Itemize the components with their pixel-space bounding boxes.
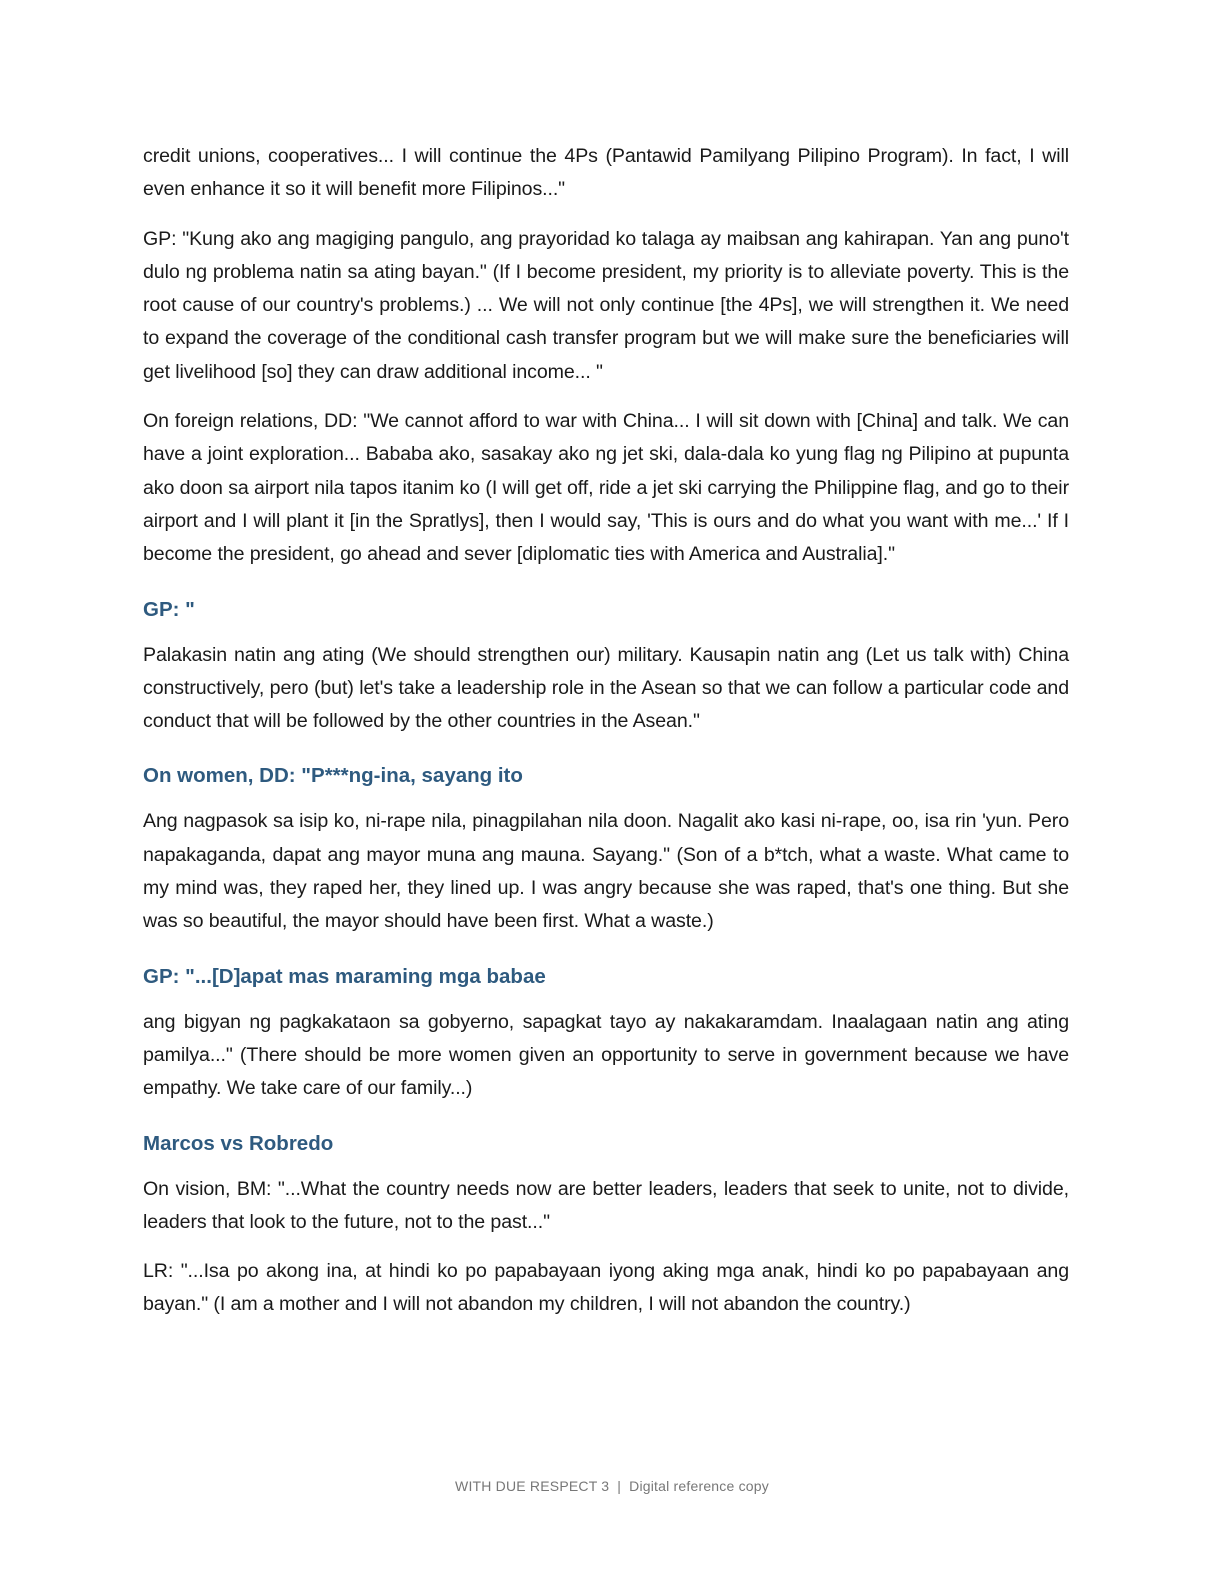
footer-note: Digital reference copy (629, 1478, 769, 1494)
heading-marcos-vs-robredo: Marcos vs Robredo (143, 1131, 334, 1155)
document-body (143, 140, 1069, 1338)
paragraph-gp-military: Palakasin natin ang ating (We should strengthen our) military. Kausapin natin ang (Let us talk with) China constructively, pero (but) let's take a leadership role in the Asean so that we can follow a particular code and conduct that will be followed by the other countries in the Asean." (143, 643, 1069, 733)
paragraph-dd-women: Ang nagpasok sa isip ko, ni-rape nila, pinagpilahan nila doon. Nagalit ako kasi ni-rape, oo, isa rin 'yun. Pero napakaganda, dapat ang mayor muna ang mauna. Sayang." (Son of a b*tch, what a waste. What came to my mind was, they raped her, they lined up. I was angry because she was raped, that's one thing. But she was so beautiful, the mayor should have been first. What a waste.) (143, 810, 1069, 933)
paragraph-4ps-continuation: credit unions, cooperatives... I will continue the 4Ps (Pantawid Pamilyang Pilipino Program). In fact, I will even enhance it so it will benefit more Filipinos..." (143, 145, 1069, 201)
heading-gp-military: GP: " (143, 597, 195, 621)
page-footer (0, 1478, 1224, 1494)
paragraph-lr-vision: LR: "...Isa po akong ina, at hindi ko po papabayaan iyong aking mga anak, hindi ko po papabayaan ang bayan." (I am a mother and I will not abandon my children, I will not abandon the country.) (143, 1260, 1069, 1316)
heading-dd-women: On women, DD: "P***ng-ina, sayang ito (143, 764, 523, 788)
paragraph-gp-women: ang bigyan ng pagkakataon sa gobyerno, sapagkat tayo ay nakakaramdam. Inaalagaan natin ang ating pamilya..." (There should be more women given an opportunity to serve in government because we have empathy. We take care of our family...) (143, 1010, 1069, 1100)
paragraph-dd-foreign-relations: On foreign relations, DD: "We cannot afford to war with China... I will sit down with [China] and talk. We can have a joint exploration... Bababa ako, sasakay ako ng jet ski, dala-dala ko yung flag ng Pilipino at pupunta ako doon sa airport nila tapos itanim ko (I will get off, ride a jet ski carrying the Philippine flag, and go to their airport and I will plant it [in the Spratlys], then I would say, 'This is ours and do what you want with me...' If I become the president, go ahead and sever [diplomatic ties with America and Australia]." (143, 410, 1069, 566)
paragraph-bm-vision: On vision, BM: "...What the country needs now are better leaders, leaders that seek to unite, not to divide, leaders that look to the future, not to the past..." (143, 1177, 1069, 1233)
footer-title: WITH DUE RESPECT 3 (455, 1478, 610, 1494)
paragraph-gp-poverty: GP: "Kung ako ang magiging pangulo, ang prayoridad ko talaga ay maibsan ang kahirapan. Yan ang puno't dulo ng problema natin sa ating bayan." (If I become president, my priority is to alleviate poverty. This is the root cause of our country's problems.) ... We will not only continue [the 4Ps], we will strengthen it. We need to expand the coverage of the conditional cash transfer program but we will make sure the beneficiaries will get livelihood [so] they can draw additional income... " (143, 227, 1069, 383)
heading-gp-women: GP: "...[D]apat mas maraming mga babae (143, 964, 546, 988)
footer-separator: | (617, 1478, 622, 1494)
